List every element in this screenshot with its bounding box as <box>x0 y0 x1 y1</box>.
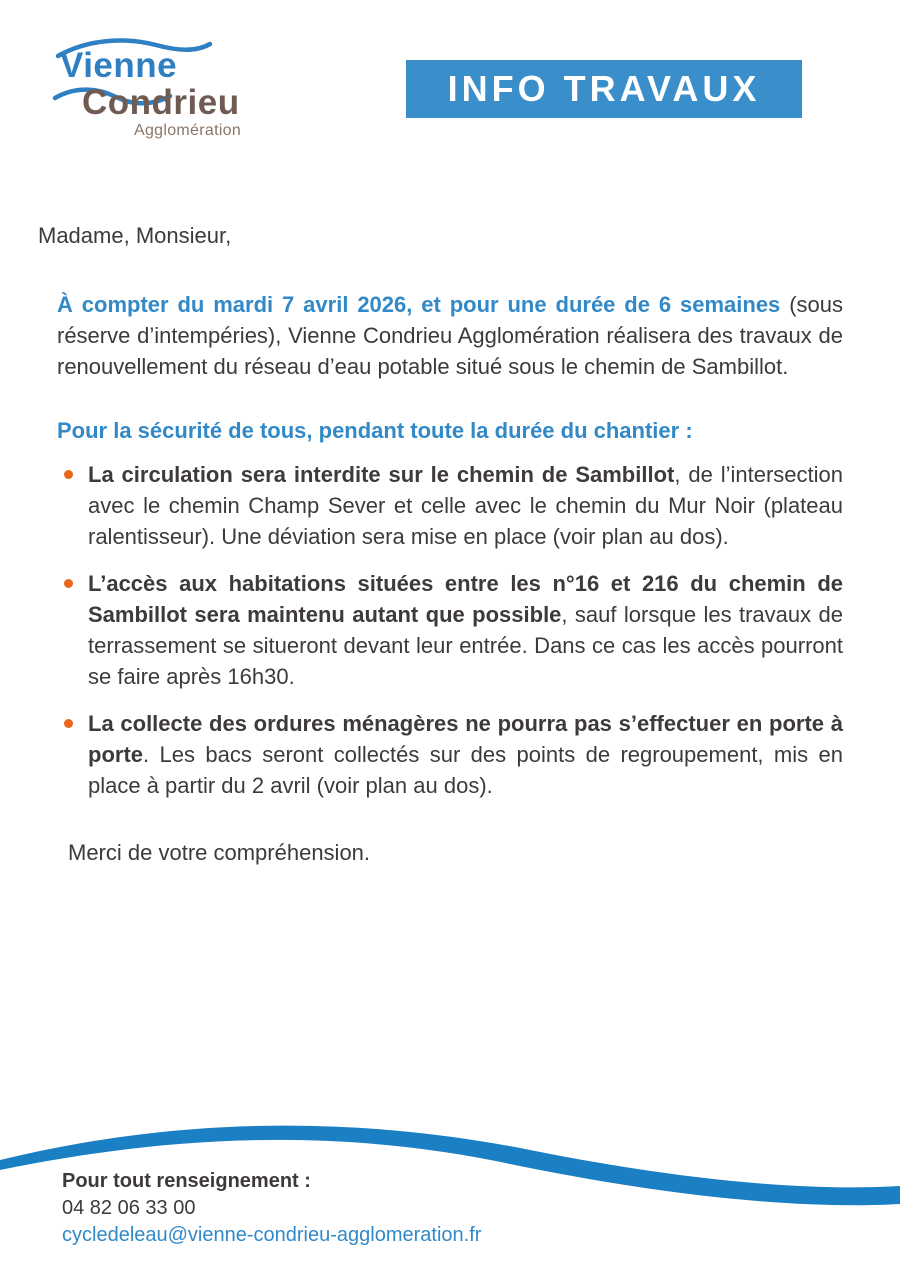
footer-phone: 04 82 06 33 00 <box>62 1197 196 1219</box>
bullet-dot-icon <box>64 579 73 588</box>
bullet-item-acces <box>57 568 843 692</box>
bullet-bold: La collecte des ordures ménagères ne pourra pas s’effectuer en porte à porte <box>88 711 843 767</box>
bullet-dot-icon <box>64 470 73 479</box>
bullet-dot-icon <box>64 719 73 728</box>
intro-highlight: À compter du mardi 7 avril 2026, et pour une durée de 6 semaines <box>57 292 781 317</box>
logo-text-vienne: Vienne <box>60 46 178 85</box>
footer-contact-heading: Pour tout renseignement : <box>62 1170 311 1192</box>
intro-rest: (sous réserve d’intempéries), Vienne Condrieu Agglomération réalisera des travaux de renouvellement du réseau d’eau potable situé sous le chemin de Sambillot. <box>57 292 843 379</box>
salutation: Madame, Monsieur, <box>38 223 232 248</box>
section-heading: Pour la sécurité de tous, pendant toute la durée du chantier : <box>57 418 693 443</box>
info-travaux-banner <box>406 60 802 118</box>
bullet-rest: , de l’intersection avec le chemin Champ Sever et celle avec le chemin du Mur Noir (plateau ralentisseur). Une déviation sera mise en place (voir plan au dos). <box>88 462 843 549</box>
bullet-bold: La circulation sera interdite sur le chemin de Sambillot <box>88 462 675 487</box>
bullet-rest: , sauf lorsque les travaux de terrassement se situeront devant leur entrée. Dans ce cas les accès pourront se faire après 16h30. <box>88 602 844 689</box>
bullet-rest: . Les bacs seront collectés sur des points de regroupement, mis en place à partir du 2 avril (voir plan au dos). <box>88 742 843 798</box>
letter-body <box>38 220 844 868</box>
closing-line: Merci de votre compréhension. <box>68 840 371 865</box>
logo-text-agglomeration: Agglomération <box>134 122 242 139</box>
logo-text-condrieu: Condrieu <box>82 83 240 122</box>
agency-logo <box>52 36 288 144</box>
intro-paragraph <box>57 289 843 382</box>
bullet-bold: L’accès aux habitations situées entre les n°16 et 216 du chemin de Sambillot sera maintenu autant que possible <box>88 571 843 627</box>
banner-title: INFO TRAVAUX <box>447 68 761 109</box>
bullet-list <box>57 459 843 801</box>
bullet-item-circulation <box>57 459 843 552</box>
footer-email-link[interactable]: cycledeleau@vienne-condrieu-agglomeration.fr <box>62 1224 482 1246</box>
bullet-item-collecte <box>57 708 843 801</box>
footer-contact <box>62 1168 481 1248</box>
